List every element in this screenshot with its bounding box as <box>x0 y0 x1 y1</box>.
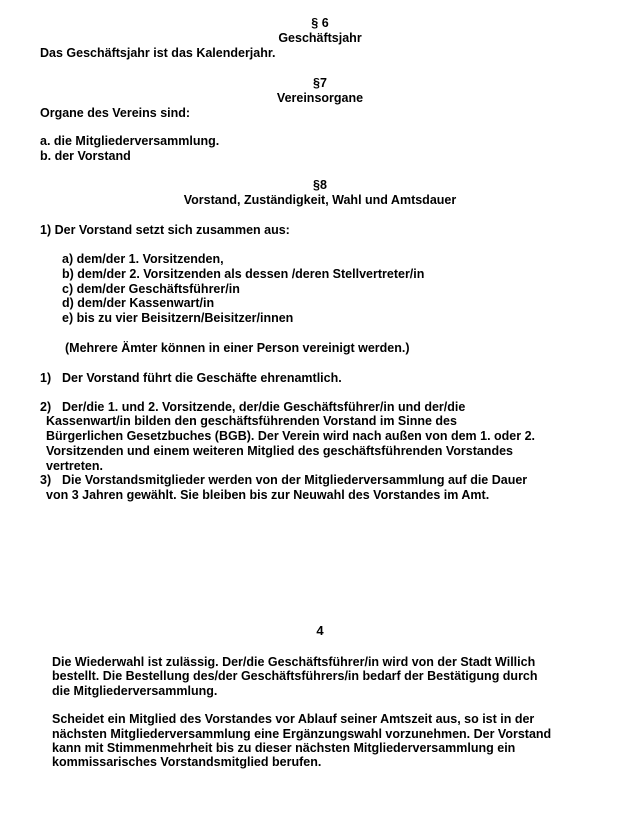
section-8-para-2-line: Kassenwart/in bilden den geschäftsführenden Vorstand im Sinne des <box>46 414 457 428</box>
para-text: Der Vorstand führt die Geschäfte ehrenamtlich. <box>62 371 342 385</box>
board-member-item: a) dem/der 1. Vorsitzenden, <box>62 252 224 266</box>
section-8-para-3-line: Die Vorstandsmitglieder werden von der Mitgliederversammlung auf die Dauer <box>62 473 528 487</box>
section-7-item: a. die Mitgliederversammlung. <box>40 134 220 148</box>
section-7-title: Vereinsorgane <box>276 91 364 105</box>
section-8-heading: §8 <box>313 178 327 192</box>
continuation-para-1-line: die Mitgliederversammlung. <box>52 684 218 698</box>
section-7-item: b. der Vorstand <box>40 149 131 163</box>
section-8-intro: 1) Der Vorstand setzt sich zusammen aus: <box>40 223 290 237</box>
para-number: 1) <box>40 371 52 385</box>
board-member-item: d) dem/der Kassenwart/in <box>62 296 215 310</box>
continuation-para-2-line: kann mit Stimmenmehrheit bis zu dieser nächsten Mitgliederversammlung ein <box>52 741 516 755</box>
section-8-para-2-line: Bürgerlichen Gesetzbuches (BGB). Der Verein wird nach außen von dem 1. oder 2. <box>46 429 536 443</box>
section-8-para-2-line: vertreten. <box>46 459 103 473</box>
continuation-para-2-line: nächsten Mitgliederversammlung eine Ergänzungswahl vorzunehmen. Der Vorstand <box>52 727 552 741</box>
page-number: 4 <box>316 623 324 638</box>
continuation-para-1-line: bestellt. Die Bestellung des/der Geschäftsführers/in bedarf der Bestätigung durch <box>52 669 538 683</box>
continuation-para-2-line: kommissarisches Vorstandsmitglied berufen. <box>52 755 322 769</box>
section-8-para-2-number: 2) <box>40 400 52 414</box>
section-8-para-2-line: Der/die 1. und 2. Vorsitzende, der/die Geschäftsführer/in und der/die <box>62 400 466 414</box>
section-8-para-2-line: Vorsitzenden und einem weiteren Mitglied des geschäftsführenden Vorstandes <box>46 444 513 458</box>
section-6-title: Geschäftsjahr <box>278 31 362 45</box>
board-member-item: c) dem/der Geschäftsführer/in <box>62 282 240 296</box>
section-7-heading: §7 <box>313 76 327 90</box>
continuation-para-2-line: Scheidet ein Mitglied des Vorstandes vor Ablauf seiner Amtszeit aus, so ist in der <box>52 712 535 726</box>
section-8-title: Vorstand, Zuständigkeit, Wahl und Amtsdauer <box>183 193 457 207</box>
section-8-para-3-line: von 3 Jahren gewählt. Sie bleiben bis zur Neuwahl des Vorstandes im Amt. <box>46 488 490 502</box>
section-6-text: Das Geschäftsjahr ist das Kalenderjahr. <box>40 46 276 60</box>
section-7-intro: Organe des Vereins sind: <box>40 106 191 120</box>
board-member-item: e) bis zu vier Beisitzern/Beisitzer/innen <box>62 311 294 325</box>
section-8-para-1 <box>40 371 342 385</box>
board-member-item: b) dem/der 2. Vorsitzenden als dessen /deren Stellvertreter/in <box>62 267 425 281</box>
continuation-para-1-line: Die Wiederwahl ist zulässig. Der/die Geschäftsführer/in wird von der Stadt Willich <box>52 655 536 669</box>
section-8-note: (Mehrere Ämter können in einer Person vereinigt werden.) <box>65 341 410 355</box>
section-6-heading: § 6 <box>311 16 329 30</box>
section-8-para-3-number: 3) <box>40 473 52 487</box>
